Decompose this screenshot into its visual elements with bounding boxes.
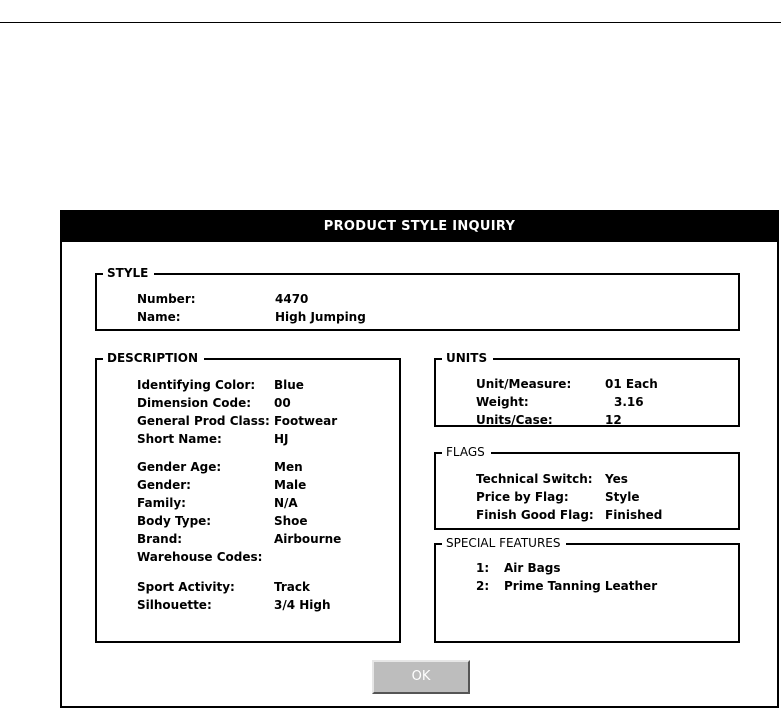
field-value: N/A <box>274 496 298 510</box>
field-label: Price by Flag: <box>476 490 569 504</box>
field-value: Shoe <box>274 514 308 528</box>
field-value: 3.16 <box>614 395 644 409</box>
field-label: Units/Case: <box>476 413 553 427</box>
field-value: HJ <box>274 432 289 446</box>
field-value: Airbourne <box>274 532 342 546</box>
field-label: Unit/Measure: <box>476 377 572 391</box>
field-label: General Prod Class: <box>137 414 270 428</box>
field-value: Track <box>274 580 310 594</box>
field-label: Warehouse Codes: <box>137 550 263 564</box>
field-value: High Jumping <box>275 310 366 324</box>
special-features-group <box>434 536 740 643</box>
top-rule <box>0 22 781 23</box>
style-legend: STYLE <box>103 265 154 281</box>
field-label: Sport Activity: <box>137 580 235 594</box>
field-label: Body Type: <box>137 514 212 528</box>
description-legend: DESCRIPTION <box>103 350 204 366</box>
field-value: 12 <box>605 413 622 427</box>
field-label: Name: <box>137 310 181 324</box>
product-style-inquiry-dialog <box>60 210 779 708</box>
field-value: Male <box>274 478 307 492</box>
feature-text: Air Bags <box>504 561 561 575</box>
field-label: Silhouette: <box>137 598 212 612</box>
field-value: Men <box>274 460 303 474</box>
special-features-legend: SPECIAL FEATURES <box>442 535 566 551</box>
units-legend: UNITS <box>442 350 493 366</box>
field-label: Family: <box>137 496 186 510</box>
flags-group <box>434 445 740 530</box>
field-value: 3/4 High <box>274 598 331 612</box>
field-label: Brand: <box>137 532 183 546</box>
field-value: Blue <box>274 378 304 392</box>
field-value: Finished <box>605 508 663 522</box>
description-group <box>95 351 401 643</box>
field-label: Technical Switch: <box>476 472 593 486</box>
style-group <box>95 266 740 331</box>
dialog-title: PRODUCT STYLE INQUIRY <box>62 212 777 240</box>
field-label: Weight: <box>476 395 529 409</box>
field-value: 4470 <box>275 292 309 306</box>
field-label: Finish Good Flag: <box>476 508 594 522</box>
field-label: Gender Age: <box>137 460 222 474</box>
field-label: Short Name: <box>137 432 222 446</box>
units-group <box>434 351 740 427</box>
field-value: Footwear <box>274 414 338 428</box>
field-label: Dimension Code: <box>137 396 252 410</box>
flags-legend: FLAGS <box>442 444 491 460</box>
feature-number: 1: <box>476 561 490 575</box>
field-label: Identifying Color: <box>137 378 256 392</box>
field-label: Number: <box>137 292 196 306</box>
field-value: Style <box>605 490 640 504</box>
field-value: 00 <box>274 396 291 410</box>
field-label: Gender: <box>137 478 191 492</box>
ok-button[interactable]: OK <box>372 660 470 694</box>
feature-text: Prime Tanning Leather <box>504 579 658 593</box>
field-value: Yes <box>605 472 628 486</box>
field-value: 01 Each <box>605 377 658 391</box>
feature-number: 2: <box>476 579 490 593</box>
